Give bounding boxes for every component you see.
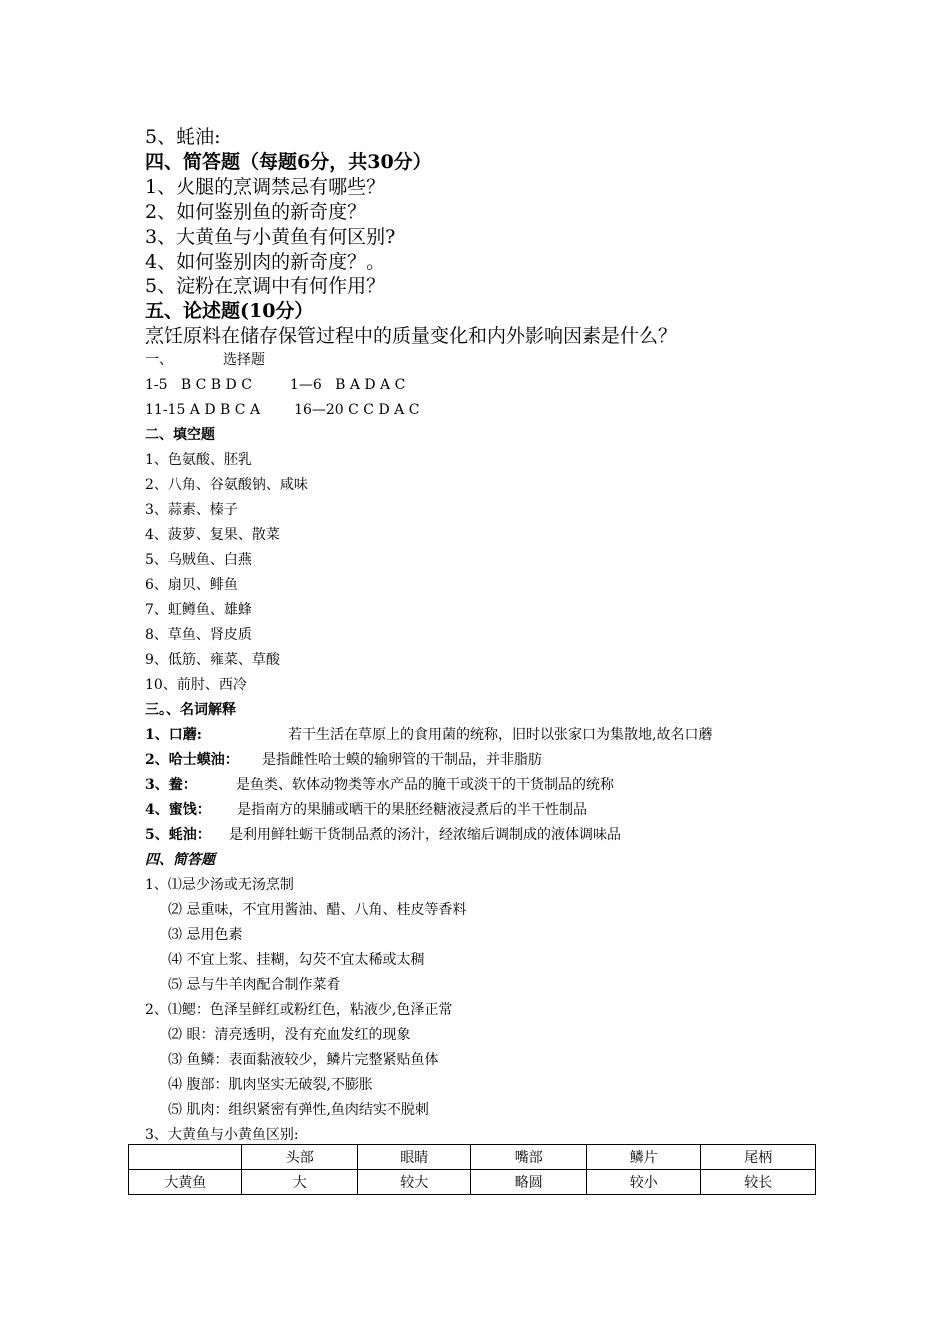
section-5-heading: 五、论述题(10分） [145,300,314,322]
fill-answer-9: 9、低筋、雍菜、草酸 [145,652,280,668]
fill-answer-6: 6、扇贝、鲱鱼 [145,577,238,593]
fill-answer-2: 2、八角、谷氨酸钠、咸味 [145,477,308,493]
table-header-cell: 尾柄 [701,1145,816,1170]
table-header-cell: 眼睛 [357,1145,470,1170]
table-cell: 较长 [701,1170,816,1195]
answer-3-intro: 3、大黄鱼与小黄鱼区别: [145,1127,299,1143]
short-question-4: 4、如何鉴别肉的新奇度？。 [145,251,386,273]
term-1-name: 1、口蘑: [145,727,202,743]
term-4 [145,803,587,817]
fill-answer-7: 7、虹鳟鱼、雄蜂 [145,602,252,618]
fill-answer-3: 3、蒜素、榛子 [145,502,238,518]
term-2-name: 2、哈士蟆油： [145,752,239,768]
table-header-cell: 头部 [242,1145,358,1170]
table-cell: 大 [242,1170,358,1195]
short-question-3: 3、大黄鱼与小黄鱼有何区别? [145,226,396,248]
short-question-5: 5、淀粉在烹调中有何作用？ [145,275,386,297]
fill-answer-4: 4、菠萝、复果、散菜 [145,527,280,543]
table-header-cell: 鳞片 [586,1145,701,1170]
term-4-name: 4、蜜饯： [145,802,211,818]
choice-heading [145,353,265,367]
fill-answer-10: 10、前肘、西冷 [145,677,247,693]
fill-answer-5: 5、乌贼鱼、白燕 [145,552,252,568]
answer-1-line-1: 1、⑴忌少汤或无汤烹制 [145,877,294,893]
question-oyster-sauce: 5、蚝油: [145,126,221,148]
short-question-1: 1、火腿的烹调禁忌有哪些？ [145,176,386,198]
terms-heading: 三。、名词解释 [145,702,236,718]
term-3 [145,778,614,792]
fish-comparison-table [128,1144,816,1195]
term-2 [145,753,542,767]
essay-question: 烹饪原料在储存保管过程中的质量变化和内外影响因素是什么？ [145,325,678,347]
choice-heading-text: 选择题 [223,352,265,368]
answer-2-line-3: ⑶ 鱼鳞：表面黏液较少，鳞片完整紧贴鱼体 [168,1052,439,1068]
choice-row-2 [145,403,419,417]
term-5 [145,828,621,842]
table-row [129,1170,816,1195]
table-cell: 较大 [357,1170,470,1195]
term-4-definition: 是指南方的果脯或晒干的果胚经糖液浸煮后的半干性制品 [237,802,587,818]
choice-answers-11-15: 11-15 A D B C A [145,402,261,418]
term-1-definition: 若干生活在草原上的食用菌的统称，旧时以张家口为集散地,故名口蘑 [288,727,713,743]
table-cell: 大黄鱼 [129,1170,242,1195]
short-answers-heading: 四、简答题 [145,852,215,868]
table-header-row [129,1145,816,1170]
term-5-definition: 是利用鲜牡蛎干货制品煮的汤汁，经浓缩后调制成的液体调味品 [229,827,621,843]
table-cell: 略圆 [471,1170,587,1195]
answer-1-line-2: ⑵ 忌重味，不宜用酱油、醋、八角、桂皮等香料 [168,902,467,918]
choice-answers-16-20: 16—20 C C D A C [294,402,420,418]
answer-2-line-2: ⑵ 眼：清亮透明，没有充血发红的现象 [168,1027,411,1043]
term-5-name: 5、蚝油： [145,827,211,843]
choice-answers-6-10: 1—6 B A D A C [289,377,406,393]
choice-row-1 [145,378,405,392]
answer-1-line-5: ⑸ 忌与牛羊肉配合制作菜肴 [168,977,341,993]
fill-answer-8: 8、草鱼、肾皮质 [145,627,252,643]
fill-answer-1: 1、色氨酸、胚乳 [145,452,252,468]
answer-2-line-1: 2、⑴鳃：色泽呈鲜红或粉红色，粘液少,色泽正常 [145,1002,453,1018]
answer-1-line-4: ⑷ 不宜上浆、挂糊，勾芡不宜太稀或太稠 [168,952,425,968]
section-4-heading: 四、简答题（每题6分，共30分） [145,151,432,173]
table-header-cell: 嘴部 [471,1145,587,1170]
table-header-cell [129,1145,242,1170]
choice-answers-1-5: 1-5 B C B D C [145,377,252,393]
choice-heading-number: 一、 [145,352,173,368]
fill-heading: 二、填空题 [145,427,215,443]
term-2-definition: 是指雌性哈士蟆的输卵管的干制品，并非脂肪 [262,752,542,768]
short-question-2: 2、如何鉴别鱼的新奇度？ [145,201,367,223]
answer-2-line-5: ⑸ 肌肉：组织紧密有弹性,鱼肉结实不脱刺 [168,1102,429,1118]
answer-2-line-4: ⑷ 腹部：肌肉坚实无破裂,不膨胀 [168,1077,373,1093]
answer-1-line-3: ⑶ 忌用色素 [168,927,243,943]
term-3-definition: 是鱼类、软体动物类等水产品的腌干或淡干的干货制品的统称 [236,777,614,793]
table-cell: 较小 [586,1170,701,1195]
term-1 [145,728,712,742]
term-3-name: 3、鲞： [145,777,197,793]
